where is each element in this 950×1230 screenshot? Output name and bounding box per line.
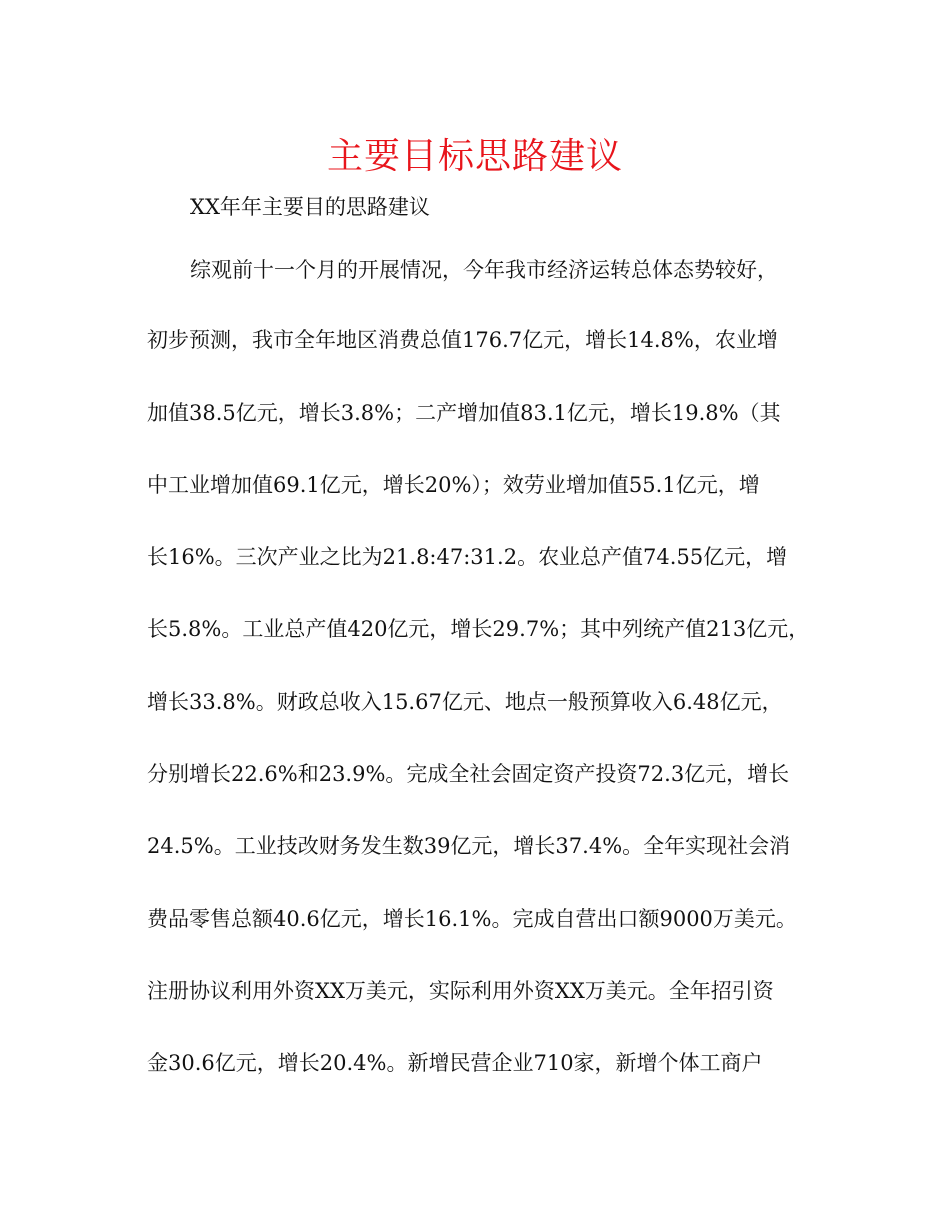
paragraph-line: 初步预测，我市全年地区消费总值176.7亿元，增长14.8%，农业增	[147, 328, 778, 352]
paragraph-line: 加值38.5亿元，增长3.8%；二产增加值83.1亿元，增长19.8%（其	[147, 401, 781, 425]
paragraph-line: 长16%。三次产业之比为21.8:47:31.2。农业总产值74.55亿元，增	[147, 545, 788, 569]
document-title: 主要目标思路建议	[326, 136, 623, 177]
paragraph-line: 分别增长22.6%和23.9%。完成全社会固定资产投资72.3亿元，增长	[147, 762, 790, 786]
paragraph-line: 费品零售总额40.6亿元，增长16.1%。完成自营出口额9000万美元。	[147, 907, 797, 931]
document-subtitle: XX年年主要目的思路建议	[190, 195, 430, 219]
paragraph-line: 注册协议利用外资XX万美元，实际利用外资XX万美元。全年招引资	[147, 979, 774, 1003]
paragraph-line: 综观前十一个月的开展情况，今年我市经济运转总体态势较好，	[190, 258, 778, 282]
paragraph-line: 中工业增加值69.1亿元，增长20%）；效劳业增加值55.1亿元，增	[147, 473, 760, 497]
paragraph-line: 金30.6亿元，增长20.4%。新增民营企业710家，新增个体工商户	[147, 1051, 763, 1075]
paragraph-line: 增长33.8%。财政总收入15.67亿元、地点一般预算收入6.48亿元，	[147, 690, 783, 714]
paragraph-line: 24.5%。工业技改财务发生数39亿元，增长37.4%。全年实现社会消	[147, 834, 791, 858]
paragraph-line: 长5.8%。工业总产值420亿元，增长29.7%；其中列统产值213亿元，	[147, 617, 810, 641]
